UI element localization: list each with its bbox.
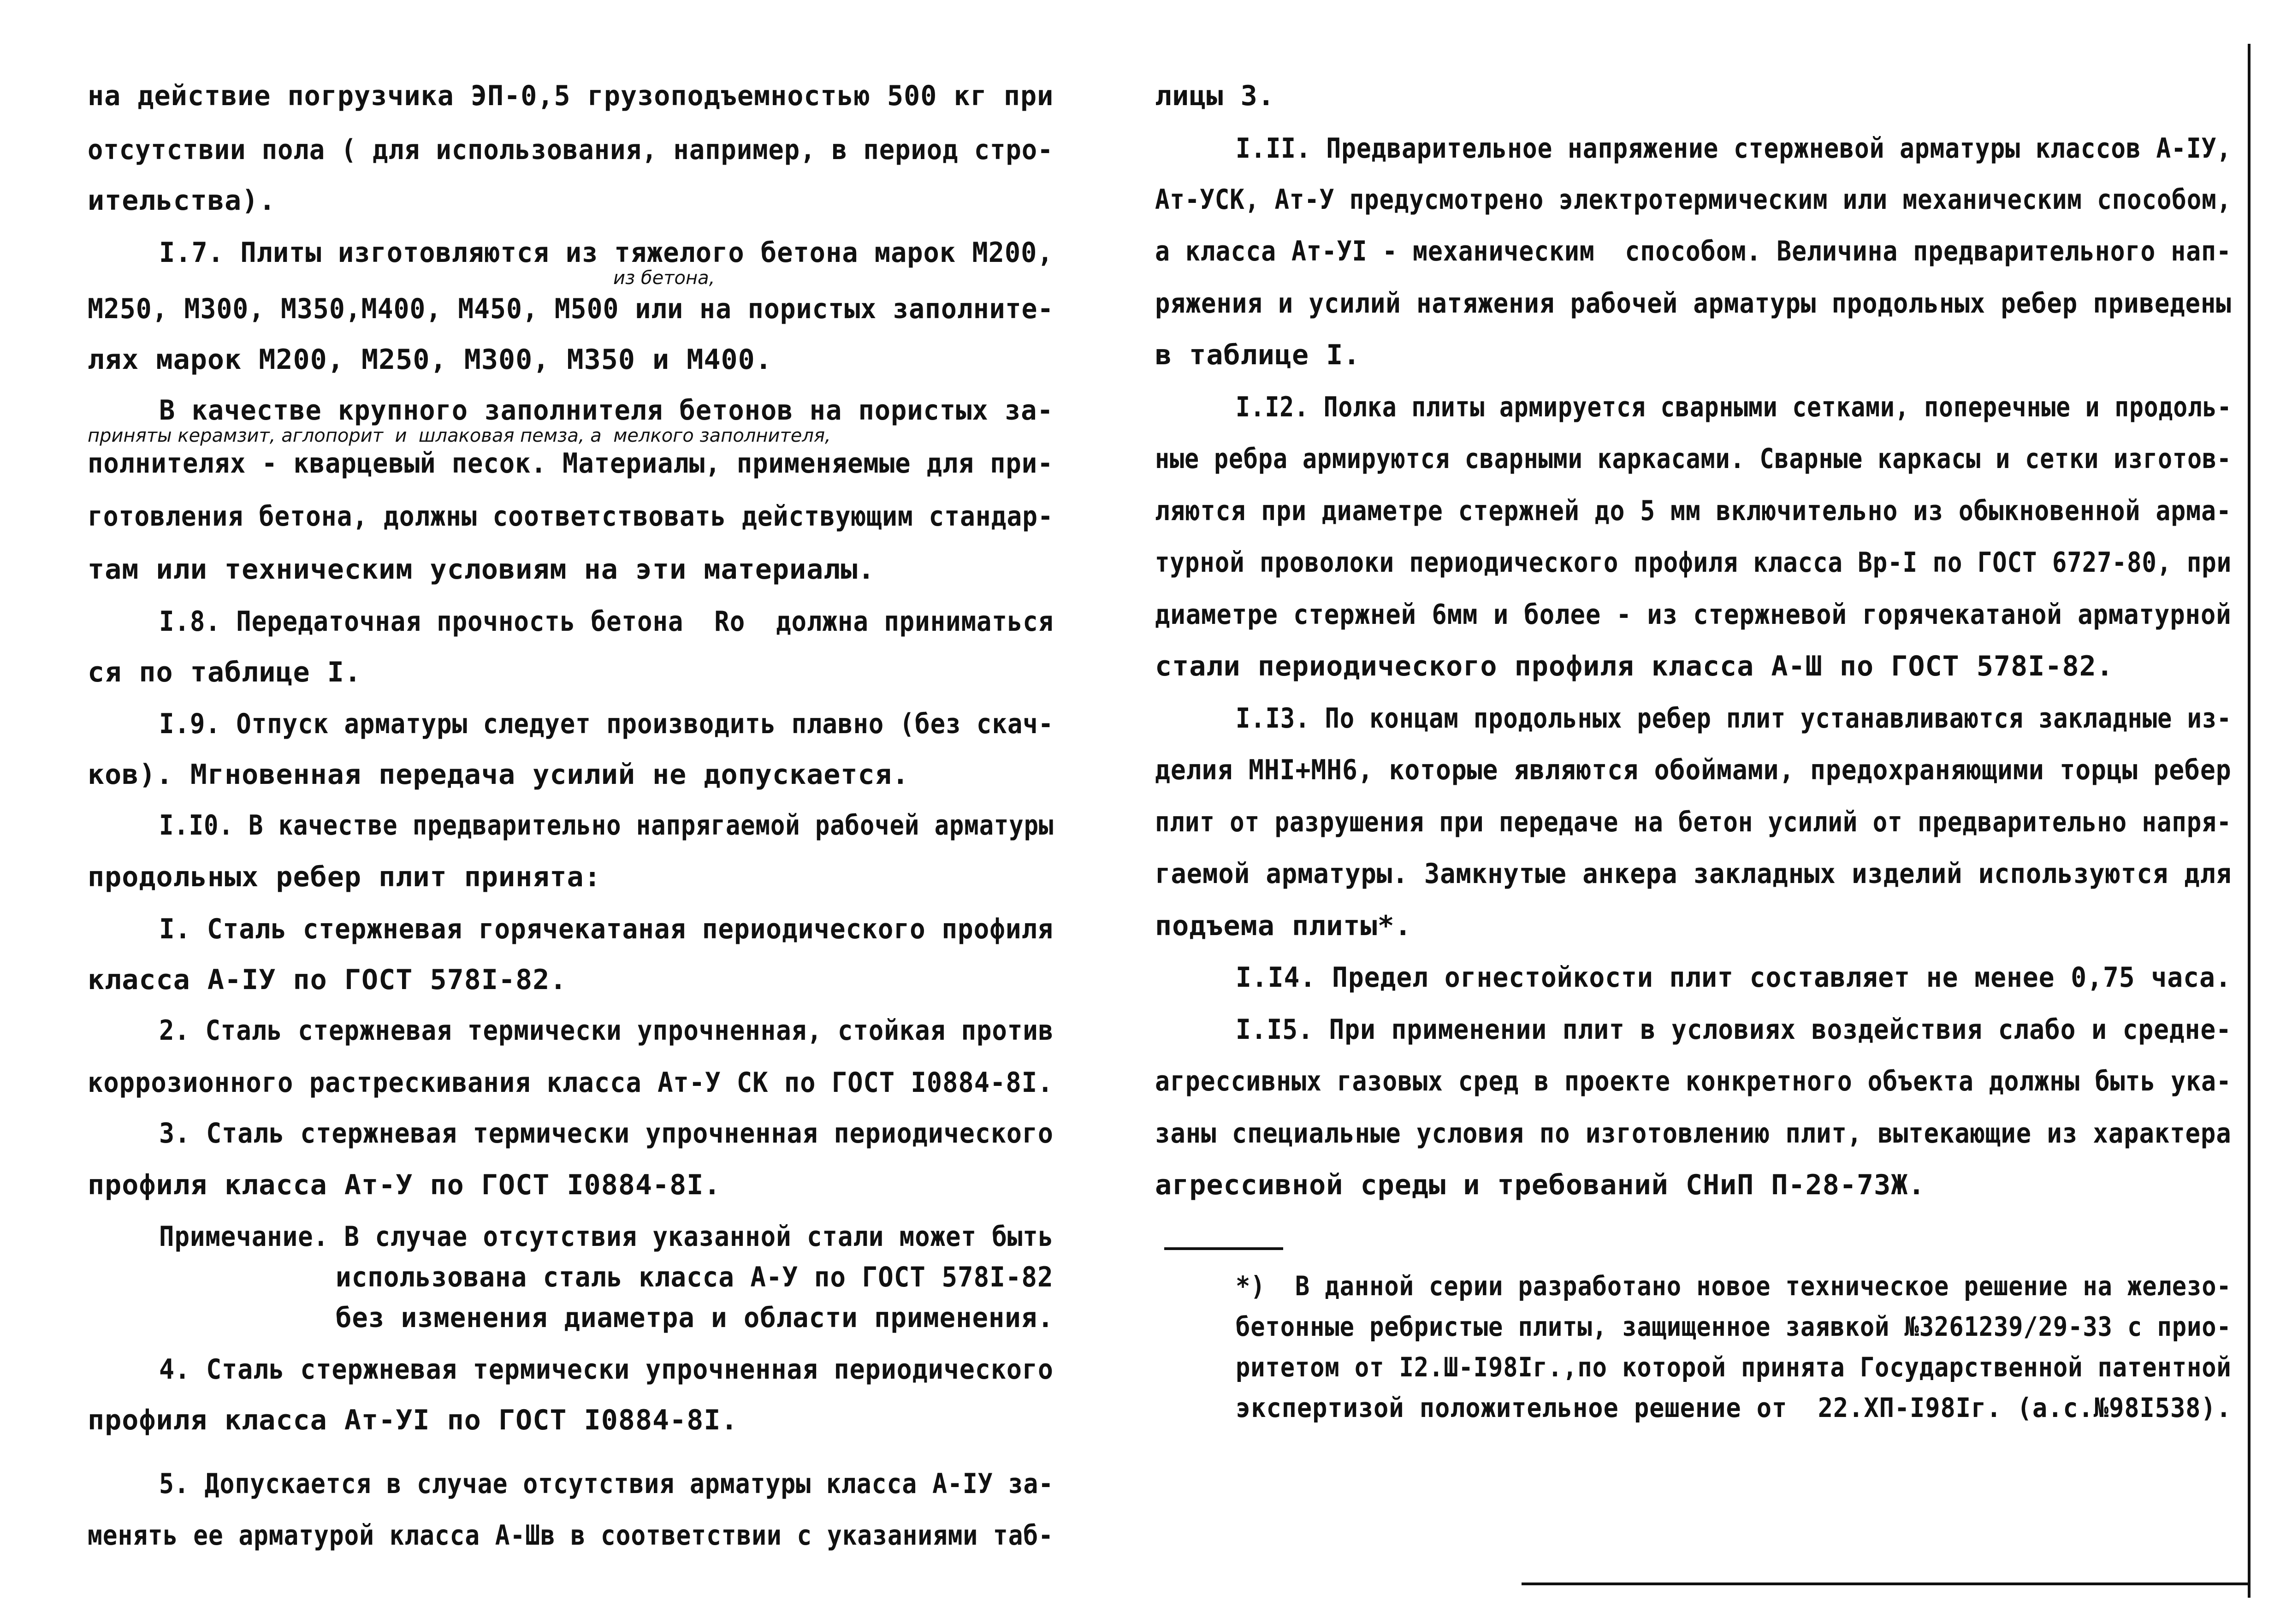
text-line: делия МНI+МН6, которые являются обоймами, предохраняющими торцы ребер bbox=[1155, 754, 2232, 786]
text-line: профиля класса Ат-У по ГОСТ I0884-8I. bbox=[88, 1169, 721, 1201]
text-line: ные ребра армируются сварными каркасами. Сварные каркасы и сетки изготов- bbox=[1155, 443, 2232, 475]
text-line: I.I5. При применении плит в условиях воздействия слабо и средне- bbox=[1236, 1014, 2232, 1046]
note-line: без изменения диаметра и области применения. bbox=[336, 1302, 1054, 1334]
text-line: I.I4. Предел огнестойкости плит составляет не менее 0,75 часа. bbox=[1236, 961, 2232, 994]
text-line: класса А-IУ по ГОСТ 578I-82. bbox=[88, 964, 567, 996]
text-line: I.II. Предварительное напряжение стержневой арматуры классов А-IУ, bbox=[1236, 132, 2232, 165]
text-line: на действие погрузчика ЭП-0,5 грузоподъемностью 500 кг при bbox=[88, 80, 1054, 112]
text-line: В качестве крупного заполнителя бетонов на пористых за- bbox=[159, 394, 1054, 427]
text-line: там или техническим условиям на эти материалы. bbox=[88, 553, 875, 586]
text-line: I.I3. По концам продольных ребер плит устанавливаются закладные из- bbox=[1236, 702, 2232, 735]
footnote-line: *) В данной серии разработано новое техническое решение на железо- bbox=[1236, 1270, 2232, 1302]
text-line: менять ее арматурой класса А-Шв в соответствии с указаниями таб- bbox=[88, 1519, 1054, 1552]
text-line: I.I0. В качестве предварительно напрягаемой рабочей арматуры bbox=[159, 809, 1054, 842]
note-line: использована сталь класса А-У по ГОСТ 578I-82 bbox=[336, 1261, 1054, 1293]
text-line: ряжения и усилий натяжения рабочей арматуры продольных ребер приведены bbox=[1155, 287, 2232, 320]
footnote-line: экспертизой положительное решение от 22.ХП-I98Iг. (а.с.№98I538). bbox=[1236, 1392, 2232, 1423]
text-line: Ат-УСК, Ат-У предусмотрено электротермическим или механическим способом, bbox=[1155, 184, 2232, 216]
text-line: лицы 3. bbox=[1155, 80, 1275, 112]
note-line: Примечание. В случае отсутствия указанной стали может быть bbox=[159, 1221, 1054, 1253]
text-line: заны специальные условия по изготовлению плит, вытекающие из характера bbox=[1155, 1117, 2232, 1150]
text-line: готовления бетона, должны соответствовать действующим стандар- bbox=[88, 500, 1054, 533]
footnote-line: бетонные ребристые плиты, защищенное заявкой №3261239/29-33 с прио- bbox=[1236, 1311, 2232, 1342]
footnote-separator bbox=[1164, 1247, 1283, 1250]
text-line: I.8. Передаточная прочность бетона Rо должна приниматься bbox=[159, 605, 1054, 638]
text-line: М250, М300, М350,М400, М450, М500 или на пористых заполните- bbox=[88, 293, 1054, 325]
text-line: лях марок М200, М250, М300, М350 и М400. bbox=[88, 344, 772, 376]
handwritten-insert: приняты керамзит, аглопорит и шлаковая пемза, а мелкого заполнителя, bbox=[88, 425, 831, 446]
text-line: гаемой арматуры. Замкнутые анкера закладных изделий используются для bbox=[1155, 858, 2232, 890]
text-line: турной проволоки периодического профиля класса Вр-I по ГОСТ 6727-80, при bbox=[1155, 546, 2232, 579]
page-border-bottom bbox=[1522, 1583, 2250, 1585]
text-line: стали периодического профиля класса А-Ш по ГОСТ 578I-82. bbox=[1155, 650, 2114, 682]
text-line: I.I2. Полка плиты армируется сварными сетками, поперечные и продоль- bbox=[1236, 391, 2232, 423]
text-line: ков). Мгновенная передача усилий не допускается. bbox=[88, 759, 909, 791]
text-line: I.9. Отпуск арматуры следует производить плавно (без скач- bbox=[159, 708, 1054, 740]
text-line: профиля класса Ат-УI по ГОСТ I0884-8I. bbox=[88, 1404, 738, 1436]
text-line: продольных ребер плит принята: bbox=[88, 861, 601, 893]
text-line: I. Сталь стержневая горячекатаная периодического профиля bbox=[159, 913, 1054, 945]
text-line: отсутствии пола ( для использования, например, в период стро- bbox=[88, 134, 1054, 166]
text-line: агрессивных газовых сред в проекте конкретного объекта должны быть ука- bbox=[1155, 1065, 2232, 1097]
text-line: агрессивной среды и требований СНиП П-28-73Ж. bbox=[1155, 1169, 1925, 1201]
text-line: 3. Сталь стержневая термически упрочненная периодического bbox=[159, 1117, 1054, 1150]
text-line: плит от разрушения при передаче на бетон усилий от предварительно напря- bbox=[1155, 806, 2232, 838]
text-line: подъема плиты*. bbox=[1155, 910, 1412, 942]
text-line: ся по таблице I. bbox=[88, 656, 361, 688]
text-line: ительства). bbox=[88, 184, 276, 217]
text-line: 2. Сталь стержневая термически упрочненная, стойкая против bbox=[159, 1014, 1054, 1047]
handwritten-insert: из бетона, bbox=[613, 267, 715, 289]
text-line: I.7. Плиты изготовляются из тяжелого бетона марок М200, bbox=[159, 237, 1054, 269]
page-border-right bbox=[2248, 44, 2251, 1598]
text-line: в таблице I. bbox=[1155, 339, 1361, 371]
text-line: а класса Ат-УI - механическим способом. Величина предварительного нап- bbox=[1155, 235, 2232, 267]
text-line: полнителях - кварцевый песок. Материалы, применяемые для при- bbox=[88, 447, 1054, 480]
text-line: диаметре стержней 6мм и более - из стержневой горячекатаной арматурной bbox=[1155, 599, 2232, 631]
text-line: 4. Сталь стержневая термически упрочненная периодического bbox=[159, 1353, 1054, 1386]
footnote-line: ритетом от I2.Ш-I98Iг.,по которой принята Государственной патентной bbox=[1236, 1351, 2232, 1383]
text-line: ляются при диаметре стержней до 5 мм включительно из обыкновенной арма- bbox=[1155, 495, 2232, 527]
text-line: 5. Допускается в случае отсутствия арматуры класса А-IУ за- bbox=[159, 1468, 1054, 1500]
text-line: коррозионного растрескивания класса Ат-У СК по ГОСТ I0884-8I. bbox=[88, 1067, 1054, 1099]
